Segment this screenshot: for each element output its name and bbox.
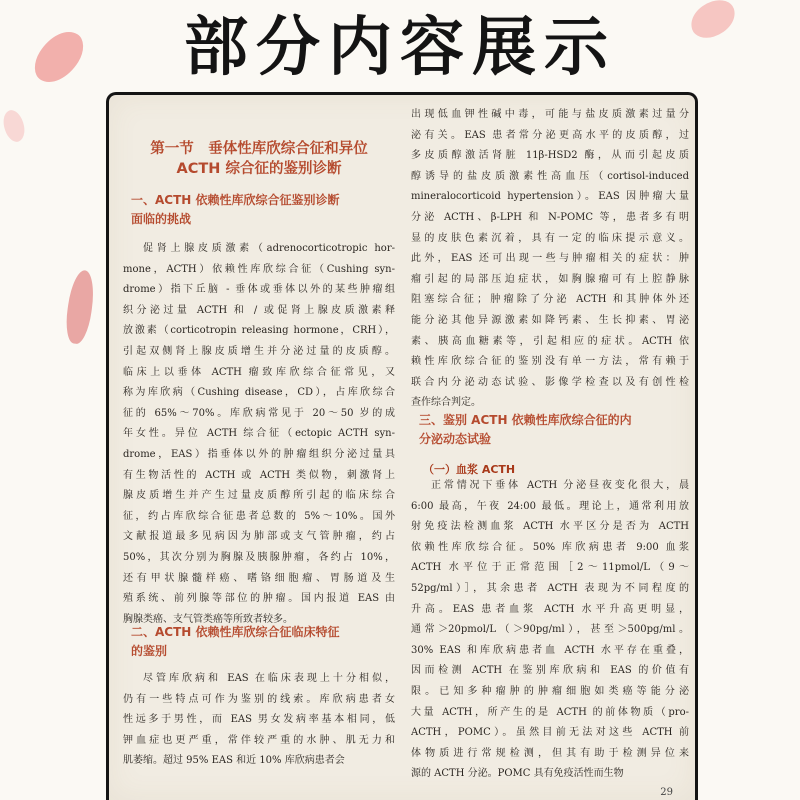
subheading-plasma-acth: （一）血浆 ACTH [423, 463, 516, 476]
text-line: 织分泌过量 ACTH 和 / 或促肾上腺皮质激素释 [123, 304, 395, 316]
text-line: 征，约占库欣综合征患者总数的 5%～10%。国外 [123, 510, 395, 522]
section-title-line-2: ACTH 综合征的鉴别诊断 [176, 161, 342, 177]
page-number: 29 [660, 787, 673, 798]
text-line: mineralocorticoid hypertension）。EAS 因肿瘤大量 [411, 191, 689, 203]
text-line: 胸腺类癌、支气管类癌等所致者较多。 [123, 613, 293, 625]
text-line: 体物质进行常规检测，但其有助于检测异位来 [411, 747, 689, 759]
petal-decoration [0, 107, 30, 144]
text-line: 称为库欣病（Cushing disease，CD），占库欣综合 [123, 387, 395, 399]
paragraph-4 [411, 476, 689, 785]
text-line: 尽管库欣病和 EAS 在临床表现上十分相似， [143, 673, 395, 684]
text-line: 阻塞综合征；肿瘤除了分泌 ACTH 和其肿体外还 [411, 294, 689, 306]
text-line: ACTH 水平位于正常范围［2～11pmol/L（9～ [411, 562, 689, 574]
text-line: 促肾上腺皮质激素（adrenocorticotropic hor- [143, 243, 395, 254]
text-line: 征的 65%～70%。库欣病常见于 20～50 岁的成 [123, 407, 395, 419]
text-line: 依赖性库欣综合征。50% 库欣病患者 9:00 血浆 [411, 541, 689, 553]
text-line: 查作综合判定。 [411, 397, 481, 409]
text-line: 还有甲状腺髓样癌、嗜铬细胞瘤、胃肠道及生 [123, 572, 395, 584]
book-page [106, 92, 698, 800]
text-line: 分泌 ACTH、β-LPH 和 N-POMC 等，患者多有明 [411, 211, 689, 223]
section-title [123, 139, 395, 179]
paragraph-1 [123, 239, 395, 630]
text-line: 年女性。异位 ACTH 综合征（ectopic ACTH syn- [123, 428, 395, 440]
text-line: 肌萎缩。超过 95% EAS 和近 10% 库欣病患者会 [123, 755, 345, 767]
text-line: 临床上以垂体 ACTH 瘤致库欣综合征常见，又 [123, 366, 395, 378]
text-line: 大量 ACTH，所产生的是 ACTH 的前体物质（pro- [411, 706, 689, 718]
text-line: 腺皮质增生并产生过量皮质醇所引起的临床综合 [123, 490, 395, 502]
text-line: 50%，其次分别为胸腺及胰腺肿瘤，各约占 10%， [123, 551, 395, 563]
text-line: 源的 ACTH 分泌。POMC 具有免疫活性而生物 [411, 768, 624, 780]
heading-3: 三、鉴别 ACTH 依赖性库欣综合征的内 分泌动态试验 [419, 413, 632, 446]
heading-2: 二、ACTH 依赖性库欣综合征临床特征 的鉴别 [131, 625, 340, 658]
petal-decoration [63, 269, 97, 346]
text-line: drome，EAS）指垂体以外的肿瘤组织分泌过量具 [123, 448, 395, 460]
text-line: 殖系统、前列腺等部位的肿瘤。国内报道 EAS 由 [123, 593, 395, 605]
text-line: 钾血症也更严重，常伴较严重的水肿、肌无力和 [123, 734, 395, 746]
paragraph-3 [411, 105, 689, 414]
banner-title: 部分内容展示 [184, 11, 616, 85]
text-line: drome）指下丘脑 - 垂体或垂体以外的某些肿瘤组 [123, 284, 395, 296]
text-line: 显的皮肤色素沉着，具有一定的临床提示意义。 [411, 232, 689, 244]
text-line: ACTH，POMC）。虽然目前无法对这些 ACTH 前 [411, 727, 689, 739]
paragraph-2 [123, 669, 395, 772]
text-line: 放激素（corticotropin releasing hormone，CRH）， [123, 325, 395, 337]
text-line: 此外，EAS 还可出现一些与肿瘤相关的症状：肿 [411, 253, 689, 265]
text-line: 引起双侧肾上腺皮质增生并分泌过量的皮质醇。 [123, 345, 395, 357]
text-line: 仍有一些特点可作为鉴别的线索。库欣病患者女 [123, 693, 395, 705]
text-line: 多皮质醇激活肾脏 11β-HSD2 酶，从而引起皮质 [411, 150, 689, 162]
section-title-line-1: 第一节 垂体性库欣综合征和异位 [150, 141, 368, 157]
text-line: 醇诱导的盐皮质激素性高血压（cortisol-induced [411, 170, 689, 182]
text-line: mone，ACTH）依赖性库欣综合征（Cushing syn- [123, 263, 395, 275]
text-line: 正常情况下垂体 ACTH 分泌昼夜变化很大，晨 [431, 480, 689, 491]
text-line: 瘤引起的局部压迫症状，如胸腺瘤可有上腔静脉 [411, 273, 689, 285]
text-line: 文献报道最多见病因为肺部或支气管肿瘤，约占 [123, 531, 395, 543]
text-line: 30% EAS 和库欣病患者血 ACTH 水平存在重叠， [411, 644, 689, 656]
text-line: 泌有关。EAS 患者常分泌更高水平的皮质醇，过 [411, 129, 689, 141]
text-line: 限。已知多种瘤肿的肿瘤细胞如类癌等能分泌 [411, 685, 689, 697]
text-line: 素、胰高血糖素等，引起相应的症状。ACTH 依 [411, 335, 689, 347]
text-line: 出现低血钾性碱中毒，可能与盐皮质激素过量分 [411, 109, 689, 120]
text-line: 性远多于男性，而 EAS 男女发病率基本相同，低 [123, 714, 395, 726]
text-line: 赖性库欣综合征的鉴别没有单一方法，常有赖于 [411, 356, 689, 368]
text-line: 6:00 最高，午夜 24:00 最低。理论上，通常利用放 [411, 500, 689, 512]
text-line: 有生物活性的 ACTH 或 ACTH 类似物，刺激肾上 [123, 469, 395, 481]
heading-1: 一、ACTH 依赖性库欣综合征鉴别诊断 面临的挑战 [131, 193, 340, 226]
text-line: 能分泌其他异源激素如降钙素、生长抑素、胃泌 [411, 314, 689, 326]
text-line: 通常＞20pmol/L（＞90pg/ml），甚至＞500pg/ml。 [411, 624, 689, 636]
text-line: 升高。EAS 患者血浆 ACTH 水平升高更明显， [411, 603, 689, 615]
text-line: 52pg/ml）］，其余患者 ACTH 表现为不同程度的 [411, 582, 689, 594]
text-line: 射免疫法检测血浆 ACTH 水平区分是否为 ACTH [411, 521, 689, 533]
text-line: 因而检测 ACTH 在鉴别库欣病和 EAS 的价值有 [411, 665, 689, 677]
text-line: 联合内分泌动态试验、影像学检查以及有创性检 [411, 376, 689, 388]
